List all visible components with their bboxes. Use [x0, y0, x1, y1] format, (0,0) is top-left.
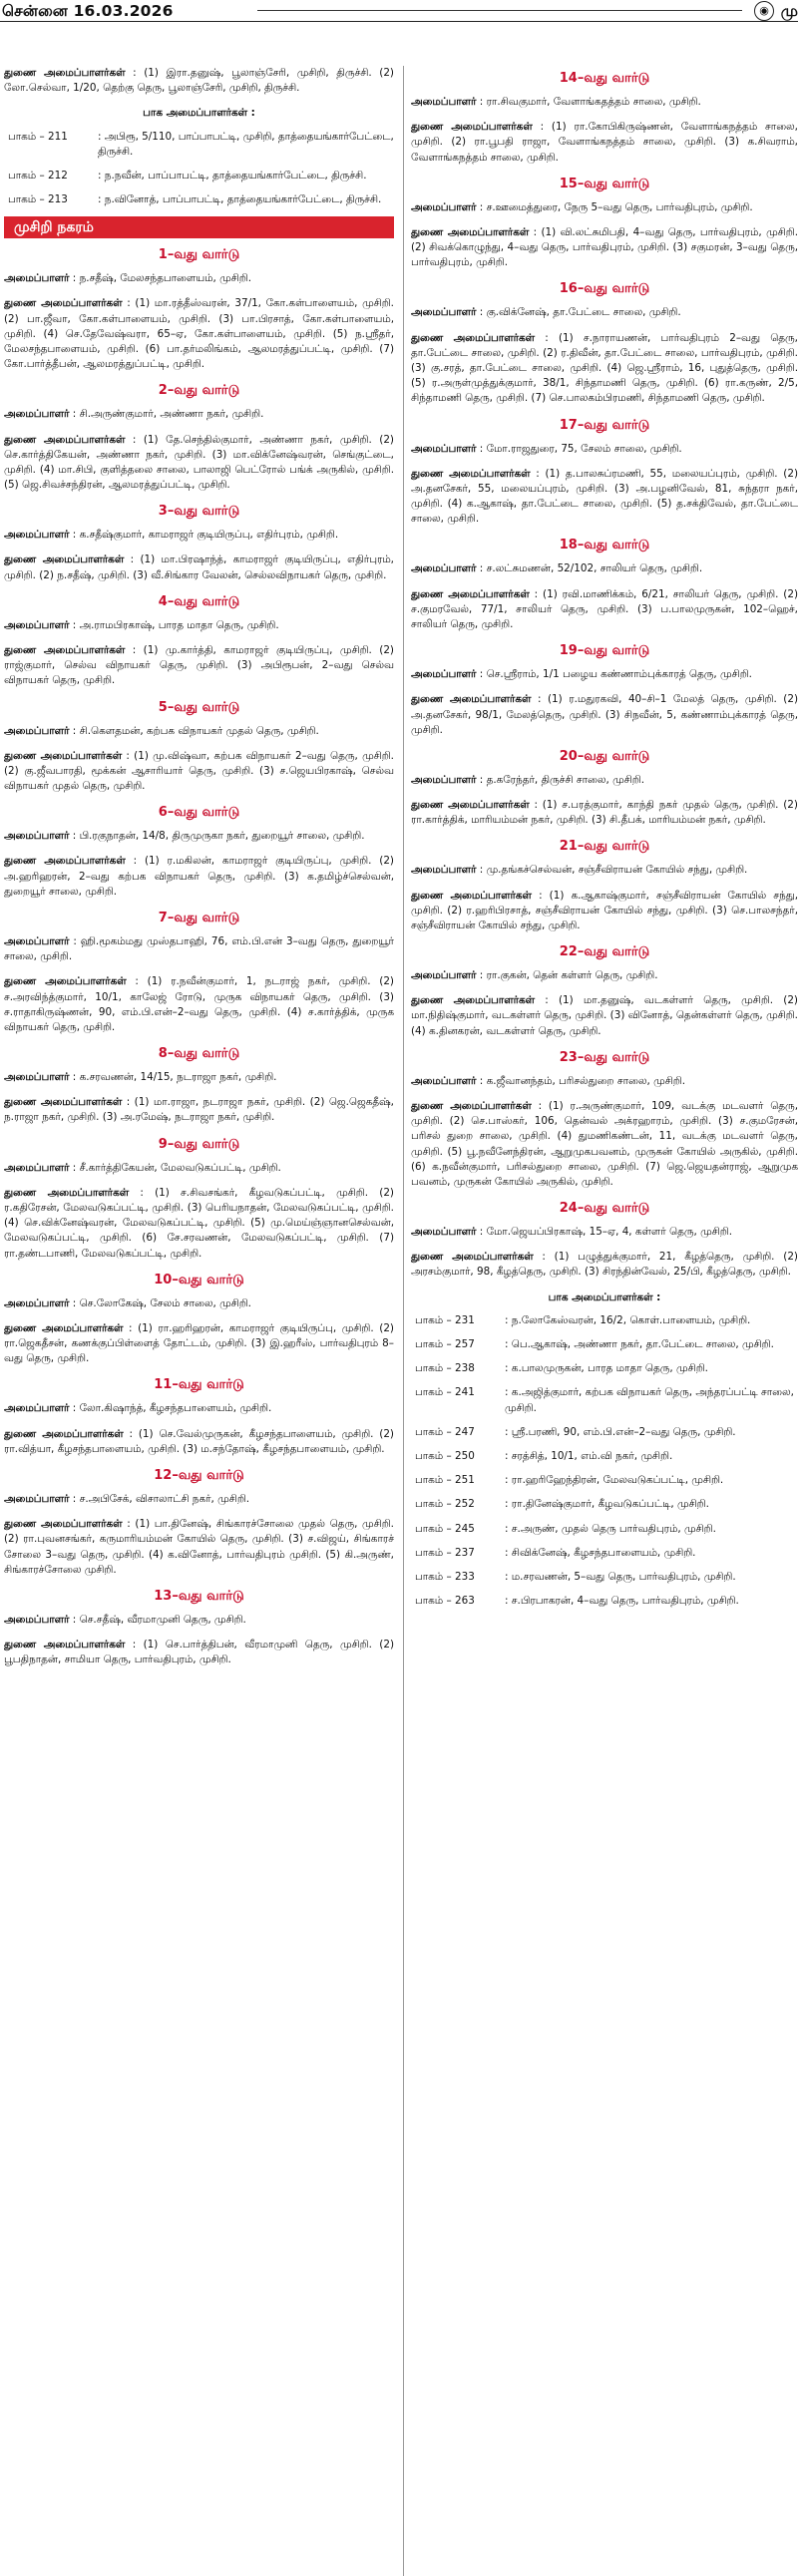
- deputy-organizers-text: : (1) ர.அருண்குமார், 109, வடக்கு மடவளர் தெரு, முசிறி. (2) செ.பாஸ்கர், 106, தென்வல் அக்ரஹாரம், முசிறி. (3) ச.குமரேசன், பரிசல் துறை சாலை, முசிறி. (4) துமணிகண்டன், 11, வடக்கு மடவளர் தெரு, முசிறி. (5) பூ.நவீனேந்திரன், ஆறுமுகபவனம், முருகன் கோயில் அருகில், முசிறி. (6) க.நவீன்குமார், பரிசல்துறை சாலை, முசிறி. (7) ஜெ.ஜெயதன்ராஜ், ஆறுமுக பவனம், முருகன் கோயில் அருகில், முசிறி.: [411, 1100, 798, 1188]
- deputy-organizers-entry: [4, 854, 394, 900]
- deputy-organizers-entry: [411, 1099, 798, 1190]
- booth-organizers-heading: பாக அமைப்பாளர்கள் :: [548, 1290, 661, 1303]
- header-date: சென்னை 16.03.2026: [2, 2, 174, 20]
- booth-row: [4, 130, 394, 160]
- ward-title: 6–வது வார்டு: [158, 805, 240, 821]
- booth-organizer: : பெ.ஆகாஷ், அண்ணா நகர், தா.பேட்டை சாலை, முசிறி.: [505, 1338, 774, 1351]
- organizer-text: : அ.ராமபிரகாஷ், பாரத மாதா தெரு, முசிறி.: [72, 618, 279, 631]
- organizer-text: : ச.லட்சுமணன், 52/102, சாலியர் தெரு, முசிறி.: [479, 562, 703, 575]
- ward-title: 23–வது வார்டு: [559, 1049, 650, 1065]
- organizer-text: : க.சதீஷ்குமார், காமராஜர் குடியிருப்பு, எதிர்புரம், முசிறி.: [72, 529, 339, 542]
- booth-number: பாகம் – 211: [8, 130, 68, 143]
- organizer-text: : சி.கௌதமன், கற்பக விநாயகர் முதல் தெரு, முசிறி.: [72, 724, 319, 737]
- ward-block: [4, 246, 394, 372]
- organizer-entry: [4, 528, 394, 543]
- ward-block: [4, 1376, 394, 1457]
- deputy-organizers-text: : (1) ச.பரத்குமார், காந்தி நகர் முதல் தெரு, முசிறி. (2) ரா.கார்த்திக், மாரியம்மன் நகர், முசிறி. (3) சி.தீபக், மாரியம்மன் நகர், முசிறி.: [411, 799, 798, 827]
- deputy-organizers-label: துணை அமைப்பாளர்கள்: [411, 1251, 534, 1264]
- organizer-text: : ச.அபிசேக், விசாலாட்சி நகர், முசிறி.: [72, 1492, 250, 1505]
- ward-title: 14–வது வார்டு: [559, 71, 650, 86]
- ward-title: 17–வது வார்டு: [559, 417, 650, 433]
- deputy-organizers-text: : (1) மா.ரத்தீஸ்வரன், 37/1, கோ.கள்பாளையம், முசிறி. (2) பா.ஜீவா, கோ.கள்பாளையம், முசிறி. (3) பா.பிரசாத், கோ.கள்பாளையம், முசிறி. (4) செ.தேவேஷ்வரா, 65–ஏ, கோ.கள்பாளையம், முசிறி. (5) ந.ஸ்ரீதர், மேலசந்தபாளையம், முசிறி. (6) பா.தர்மலிங்கம், ஆலமரத்துப்பட்டி, முசிறி. (7) கோ.பார்த்தீபன், ஆலமரத்துப்பட்டி, முசிறி.: [4, 297, 394, 371]
- organizer-label: அமைப்பாளர்: [4, 1071, 70, 1084]
- deputy-organizers-text: : (1) ர.மகிலன், காமராஜர் குடியிருப்பு, முசிறி. (2) அ.ஹரிஹரன், 2–வது கற்பக விநாயகர் தெரு, முசிறி. (3) க.தமிழ்ச்செல்வன், துறையூர் சாலை, முசிறி.: [4, 855, 394, 898]
- ward-title: 16–வது வார்டு: [559, 281, 650, 297]
- column-divider: [403, 66, 404, 2576]
- ward-block: [4, 1588, 394, 1668]
- organizer-entry: [411, 95, 798, 110]
- masthead-logo-icon: ◉: [754, 1, 774, 21]
- ward-title: 18–வது வார்டு: [559, 538, 650, 553]
- organizer-label: அமைப்பாளர்: [411, 1226, 477, 1239]
- deputy-organizers-text: : (1) மா.தனுஷ், வடகள்ளர் தெரு, முசிறி. (2) மா.நிதிஷ்குமார், வடகள்ளர் தெரு, முசிறி. (3) வினோத், தென்கள்ளர் தெரு, முசிறி. (4) க.தினகரன், வடகள்ளர் தெரு, முசிறி.: [411, 994, 798, 1037]
- booth-organizer: : ச.பிரபாகரன், 4–வது தெரு, பார்வதிபுரம், முசிறி.: [505, 1595, 739, 1608]
- deputy-organizers-label: துணை அமைப்பாளர்கள்: [4, 433, 126, 446]
- booth-organizer: : க.பாலமுருகன், பாரத மாதா தெரு, முசிறி.: [505, 1362, 708, 1375]
- deputy-organizers-text: : (1) ர.மதுரகவி, 40–சி–1 மேலத் தெரு, முசிறி. (2) அ.தனசேகர், 98/1, மேலத்தெரு, முசிறி. (3) சிநவீன், 5, கண்ணாம்புக்காரத் தெரு, முசிறி.: [411, 693, 798, 736]
- booth-row: [411, 1361, 798, 1376]
- deputy-organizers-entry: [411, 889, 798, 934]
- booth-organizer: : ஸ்ரீ.பரணி, 90, எம்.பி.என்–2–வது தெரு, முசிறி.: [505, 1425, 736, 1438]
- booth-row: [411, 1522, 798, 1537]
- deputy-organizers-label: துணை அமைப்பாளர்கள்: [411, 799, 530, 812]
- booth-number: பாகம் – 251: [415, 1474, 475, 1487]
- deputy-organizers-text: : (1) ரவி.மாணிக்கம், 6/21, சாலியர் தெரு, முசிறி. (2) ச.குமரவேல், 77/1, சாலியர் தெரு, முசிறி. (3) ப.பாலமுருகன், 102–ஹெச், சாலியர் தெரு, முசிறி.: [411, 587, 798, 630]
- header-edge-letter: மு: [780, 2, 798, 20]
- deputy-organizers-label: துணை அமைப்பாளர்கள்: [411, 1100, 532, 1112]
- deputy-organizers-entry: [4, 66, 394, 96]
- organizer-entry: [4, 271, 394, 286]
- organizer-entry: [4, 1492, 394, 1507]
- booth-number: பாகம் – 257: [415, 1338, 475, 1351]
- deputy-organizers-entry: [4, 1186, 394, 1262]
- ward-title: 9–வது வார்டு: [158, 1136, 240, 1152]
- deputy-organizers-text: : (1) செ.பார்த்திபன், வீரமாமுனி தெரு, முசிறி. (2) பூபதிநாதன், சாமியா தெரு, பார்வதிபுரம், முசிறி.: [4, 1639, 394, 1666]
- organizer-label: அமைப்பாளர்: [4, 1296, 70, 1309]
- organizer-entry: [411, 667, 798, 682]
- deputy-organizers-label: துணை அமைப்பாளர்கள்: [411, 467, 531, 480]
- booth-number: பாகம் – 263: [415, 1595, 475, 1608]
- booth-row: [411, 1497, 798, 1512]
- ward-block: [411, 1049, 798, 1190]
- organizer-label: அமைப்பாளர்: [411, 1074, 477, 1087]
- organizer-entry: [4, 1296, 394, 1311]
- deputy-organizers-text: : (1) ச.சிவசங்கர், கீழவடுகப்பட்டி, முசிறி. (2) ர.கதிரேசன், மேலவடுகப்பட்டி, முசிறி. (3) பெரியநாதன், மேலவடுகப்பட்டி, முசிறி. (4) செ.விக்னேஷ்வரன், மேலவடுகப்பட்டி, முசிறி. (5) மு.மெய்ஞ்ஞானசெல்வன், மேலவடுகப்பட்டி, முசிறி. (6) சே.சரவணன், மேலவடுகப்பட்டி, முசிறி. (7) ரா.தண்டபாணி, மேலவடுகப்பட்டி, முசிறி.: [4, 1186, 394, 1260]
- deputy-organizers-label: துணை அமைப்பாளர்கள்: [411, 994, 536, 1007]
- organizer-text: : ரா.குகன், தென் கள்ளர் தெரு, முசிறி.: [479, 969, 658, 982]
- booth-organizer: : ரா.தினேஷ்குமார், கீழவடுகப்பட்டி, முசிறி.: [505, 1498, 709, 1511]
- ward-block: [411, 70, 798, 166]
- organizer-text: : செ.ஸ்ரீராம், 1/1 பழைய கண்ணாம்புக்காரத் தெரு, முசிறி.: [479, 668, 752, 681]
- ward-title: 4–வது வார்டு: [158, 593, 240, 609]
- organizer-label: அமைப்பாளர்: [411, 864, 477, 877]
- organizer-entry: [411, 863, 798, 878]
- ward-title: 2–வது வார்டு: [158, 383, 240, 399]
- deputy-organizers-label: துணை அமைப்பாளர்கள்: [4, 1518, 123, 1531]
- booth-organizer: : சிவிக்னேஷ், கீழசந்தபாளையம், முசிறி.: [505, 1546, 696, 1559]
- booth-row: [411, 1473, 798, 1488]
- organizer-entry: [4, 1401, 394, 1416]
- ward-block: [4, 1136, 394, 1262]
- organizer-label: அமைப்பாளர்: [411, 773, 477, 786]
- ward-title: 7–வது வார்டு: [158, 911, 240, 925]
- deputy-organizers-text: : (1) பா.தினேஷ், சிங்காரச்சோலை முதல் தெரு, முசிறி. (2) ரா.புவனசங்கர், கருமாரியம்மன் கோயில் தெரு, முசிறி. (3) ச.விஜய், சிங்காரச் சோலை 3–வது தெரு, முசிறி. (4) க.வினோத், பார்வதிபுரம் முசிறி. (5) கி.அருண், சிங்காரச்சோலை முசிறி.: [4, 1518, 394, 1576]
- ward-block: [4, 1467, 394, 1578]
- organizer-text: : த.கரேந்தர், திருச்சி சாலை, முசிறி.: [479, 773, 645, 786]
- organizer-label: அமைப்பாளர்: [411, 969, 477, 982]
- organizer-label: அமைப்பாளர்: [4, 1161, 70, 1174]
- booth-row: [411, 1570, 798, 1585]
- booth-row: [411, 1385, 798, 1415]
- organizer-text: : ஹி.மூகம்மது முஸ்தபாஹி, 76, எம்.பி.என் 3–வது தெரு, துறையூர் சாலை, முசிறி.: [4, 934, 394, 963]
- deputy-organizers-label: துணை அமைப்பாளர்கள்: [4, 1427, 124, 1440]
- organizer-text: : சி.அருண்குமார், அண்ணா நகர், முசிறி.: [72, 408, 264, 421]
- booth-row: [411, 1425, 798, 1440]
- organizer-entry: [4, 407, 394, 422]
- ward-block: [411, 838, 798, 933]
- organizer-label: அமைப்பாளர்: [4, 408, 70, 421]
- deputy-organizers-entry: [4, 433, 394, 494]
- booth-number: பாகம் – 212: [8, 169, 68, 182]
- ward-block: [4, 699, 394, 795]
- deputy-organizers-label: துணை அமைப்பாளர்கள்: [411, 331, 536, 344]
- organizer-entry: [4, 724, 394, 739]
- deputy-organizers-label: துணை அமைப்பாளர்கள்: [411, 225, 530, 238]
- header-rule: [257, 10, 742, 11]
- deputy-organizers-label: துணை அமைப்பாளர்கள்: [4, 67, 126, 79]
- organizer-entry: [411, 1074, 798, 1089]
- ward-title: 11–வது வார்டு: [154, 1377, 244, 1393]
- organizer-text: : கு.விக்னேஷ், தா.பேட்டை சாலை, முசிறி.: [479, 306, 681, 319]
- ward-title: 24–வது வார்டு: [559, 1201, 650, 1217]
- organizer-entry: [4, 1070, 394, 1085]
- deputy-organizers-entry: [4, 1638, 394, 1667]
- ward-title: 1–வது வார்டு: [158, 247, 240, 263]
- deputy-organizers-text: : (1) மா.பிரஷாந்த், காமராஜர் குடியிருப்பு, எதிர்புரம், முசிறி. (2) ந.சதீஷ், முசிறி. (3) வீ.சிங்கார வேலன், செல்லவிநாயகர் தெரு, முசிறி.: [4, 553, 394, 581]
- deputy-organizers-entry: [4, 643, 394, 689]
- deputy-organizers-text: : (1) இரா.தனுஷ், பூலாஞ்சேரி, முசிறி, திருச்சி. (2) லோ.செல்வா, 1/20, தெற்கு தெரு, பூலாஞ்சேரி, முசிறி, திருச்சி.: [4, 67, 394, 95]
- section-banner: முசிறி நகரம்: [4, 216, 394, 238]
- ward-block: [4, 910, 394, 1035]
- deputy-organizers-text: : (1) மு.கார்த்தி, காமராஜர் குடியிருப்பு, முசிறி. (2) ராஜ்குமார், செல்வ விநாயகர் தெரு, முசிறி. (3) அபிரூபன், 2–வது செல்வ விநாயகர் தெரு, முசிறி.: [4, 644, 394, 687]
- deputy-organizers-label: துணை அமைப்பாளர்கள்: [4, 855, 126, 868]
- booth-number: பாகம் – 213: [8, 193, 68, 206]
- deputy-organizers-entry: [4, 974, 394, 1035]
- organizer-label: அமைப்பாளர்: [4, 934, 70, 947]
- booth-number: பாகம் – 247: [415, 1425, 475, 1438]
- deputy-organizers-entry: [4, 749, 394, 795]
- deputy-organizers-text: : (1) ரா.கோபிகிருஷ்ணன், வேளாங்கநத்தம் சாலை, முசிறி. (2) ரா.பூபதி ராஜா, வேளாங்கநத்தம் சாலை, முசிறி. (3) க.சிவராம், வேளாங்கநத்தம் சாலை, முசிறி.: [411, 121, 798, 164]
- organizer-text: : மு.தங்கச்செல்வன், சஞ்சீவிராயன் கோயில் சந்து, முசிறி.: [479, 864, 748, 877]
- ward-block: [4, 804, 394, 900]
- booth-organizer: : ந.வினோத், பாப்பாபட்டி, தாத்தையங்கார்பேட்டை, திருச்சி.: [98, 193, 382, 206]
- ward-title: 19–வது வார்டு: [559, 643, 650, 659]
- booth-organizer: : சரத்சித், 10/1, எம்.வி நகர், முசிறி.: [505, 1449, 673, 1462]
- organizer-entry: [411, 1225, 798, 1240]
- deputy-organizers-label: துணை அமைப்பாளர்கள்: [4, 749, 123, 762]
- organizer-label: அமைப்பாளர்: [4, 618, 70, 631]
- booth-number: பாகம் – 252: [415, 1498, 475, 1511]
- organizer-label: அமைப்பாளர்: [4, 724, 70, 737]
- ward-title: 3–வது வார்டு: [158, 504, 240, 520]
- organizer-entry: [4, 1161, 394, 1176]
- organizer-text: : செ.சதீஷ், வீரமாமுனி தெரு, முசிறி.: [72, 1613, 246, 1626]
- organizer-text: : க.சரவணன், 14/15, நடராஜா நகர், முசிறி.: [72, 1071, 277, 1084]
- booth-list: [4, 130, 394, 208]
- ward-title: 8–வது வார்டு: [158, 1046, 240, 1062]
- deputy-organizers-entry: [411, 692, 798, 738]
- booth-organizer: : அபிரூ, 5/110, பாப்பாபட்டி, முசிறி, தாத்தையங்கார்பேட்டை, திருச்சி.: [98, 130, 394, 158]
- organizer-text: : ச.ஊமைத்துரை, நேரு 5–வது தெரு, பார்வதிபுரம், முசிறி.: [479, 200, 753, 213]
- ward-block: [411, 748, 798, 829]
- ward-block: [411, 176, 798, 271]
- ward-block: [411, 280, 798, 406]
- booth-row: [4, 192, 394, 207]
- booth-number: பாகம் – 245: [415, 1522, 475, 1535]
- organizer-label: அமைப்பாளர்: [411, 95, 477, 108]
- deputy-organizers-label: துணை அமைப்பாளர்கள்: [411, 121, 533, 134]
- organizer-text: : மோ.ஜெயப்பிரகாஷ், 15–ஏ, 4, கள்ளர் தெரு, முசிறி.: [479, 1226, 733, 1239]
- deputy-organizers-text: : (1) த.பாலசுப்ரமணி, 55, மலையப்புரம், முசிறி. (2) அ.தனசேகர், 55, மலையப்புரம், முசிறி. (3) அ.பழனிவேல், 81, சுந்தரா நகர், முசிறி. (4) க.ஆகாஷ், தா.பேட்டை சாலை, முசிறி. (5) த.சக்திவேல், தா.பேட்டை சாலை, முசிறி.: [411, 467, 798, 526]
- left-column: [4, 66, 394, 2576]
- organizer-text: : சீ.கார்த்திகேயன், மேலவடுகப்பட்டி, முசிறி.: [72, 1161, 281, 1174]
- ward-block: [411, 1200, 798, 1281]
- deputy-organizers-label: துணை அமைப்பாளர்கள்: [4, 1096, 123, 1109]
- ward-block: [411, 537, 798, 632]
- booth-row: [411, 1449, 798, 1464]
- deputy-organizers-entry: [4, 1517, 394, 1578]
- organizer-label: அமைப்பாளர்: [4, 1613, 70, 1626]
- deputy-organizers-label: துணை அமைப்பாளர்கள்: [4, 297, 123, 310]
- booth-list: [411, 1313, 798, 1609]
- organizer-entry: [411, 773, 798, 788]
- ward-title: 21–வது வார்டு: [559, 839, 650, 855]
- organizer-text: : ந.சதீஷ், மேலசந்தபாளையம், முசிறி.: [72, 272, 252, 285]
- organizer-entry: [411, 561, 798, 576]
- deputy-organizers-text: : (1) மு.விஷ்வா, கற்பக விநாயகர் 2–வது தெரு, முசிறி. (2) கு.ஜீவபாரதி, மூக்கன் ஆசாரியார் தெரு, முசிறி. (3) ச.ஜெயபிரகாஷ், செல்வ விநாயகர் முதல் தெரு, முசிறி.: [4, 749, 394, 793]
- organizer-label: அமைப்பாளர்: [411, 200, 477, 213]
- booth-row: [411, 1337, 798, 1352]
- right-column: [411, 66, 798, 2576]
- organizer-entry: [411, 442, 798, 457]
- organizer-label: அமைப்பாளர்: [411, 306, 477, 319]
- ward-block: [4, 1045, 394, 1126]
- booth-number: பாகம் – 233: [415, 1570, 475, 1583]
- organizer-label: அமைப்பாளர்: [4, 830, 70, 843]
- deputy-organizers-text: : (1) ரா.ஹரிஹரன், காமராஜர் குடியிருப்பு, முசிறி. (2) ரா.ஜெகதீசன், கணக்குப்பிள்ளைத் தோட்டம், முசிறி. (3) இ.ஹரீஸ், பார்வதிபுரம் 8–வது தெரு, முசிறி.: [4, 1321, 394, 1365]
- deputy-organizers-entry: [411, 331, 798, 407]
- booth-row: [411, 1594, 798, 1609]
- booth-organizer: : க.அஜித்குமார், கற்பக விநாயகர் தெரு, அந்தரப்பட்டி சாலை, முசிறி.: [505, 1386, 794, 1414]
- organizer-text: : பி.ரகுநாதன், 14/8, திருமுருகா நகர், துறையூர் சாலை, முசிறி.: [72, 830, 365, 843]
- organizer-entry: [411, 968, 798, 983]
- deputy-organizers-entry: [411, 1250, 798, 1280]
- organizer-entry: [4, 1613, 394, 1628]
- booth-organizer: : ச.அருண், முதல் தெரு பார்வதிபுரம், முசிறி.: [505, 1522, 716, 1535]
- deputy-organizers-text: : (1) செ.வேல்முருகன், கீழசந்தபாளையம், முசிறி. (2) ரா.வித்யா, கீழசந்தபாளையம், முசிறி. (3) ம.சந்தோஷ், கீழசந்தபாளையம், முசிறி.: [4, 1427, 394, 1455]
- ward-title: 20–வது வார்டு: [559, 748, 650, 764]
- organizer-label: அமைப்பாளர்: [411, 442, 477, 455]
- deputy-organizers-entry: [4, 296, 394, 372]
- ward-block: [411, 417, 798, 528]
- organizer-entry: [411, 305, 798, 320]
- organizer-text: : செ.லோகேஷ், சேலம் சாலை, முசிறி.: [72, 1296, 251, 1309]
- ward-block: [4, 593, 394, 689]
- deputy-organizers-label: துணை அமைப்பாளர்கள்: [411, 587, 530, 600]
- booth-organizer: : ரா.ஹரிஹேந்திரன், மேலவடுகப்பட்டி, முசிறி.: [505, 1474, 724, 1487]
- booth-number: பாகம் – 231: [415, 1313, 475, 1326]
- organizer-entry: [4, 829, 394, 844]
- booth-organizers-heading: பாக அமைப்பாளர்கள் :: [143, 107, 255, 120]
- booth-number: பாகம் – 238: [415, 1362, 475, 1375]
- organizer-text: : மோ.ராஜதுரை, 75, சேலம் சாலை, முசிறி.: [479, 442, 682, 455]
- booth-organizer: : ந.நவீன், பாப்பாபட்டி, தாத்தையங்கார்பேட்டை, திருச்சி.: [98, 169, 367, 182]
- deputy-organizers-text: : (1) வி.லட்சுமிபதி, 4–வது தெரு, பார்வதிபுரம், முசிறி. (2) சிவக்கொழுந்து, 4–வது தெரு, பார்வதிபுரம், முசிறி. (3) சகுமரன், 3–வது தெரு, பார்வதிபுரம், முசிறி.: [411, 225, 798, 269]
- booth-row: [411, 1546, 798, 1561]
- deputy-organizers-entry: [411, 798, 798, 828]
- deputy-organizers-entry: [411, 993, 798, 1039]
- organizer-label: அமைப்பாளர்: [411, 562, 477, 575]
- ward-block: [411, 943, 798, 1039]
- organizer-label: அமைப்பாளர்: [4, 529, 70, 542]
- booth-organizer: : ம.சரவணன், 5–வது தெரு, பார்வதிபுரம், முசிறி.: [505, 1570, 736, 1583]
- deputy-organizers-entry: [411, 225, 798, 271]
- booth-organizer: : ந.லோகேஸ்வரன், 16/2, கொள்.பாளையம், முசிறி.: [505, 1313, 751, 1326]
- deputy-organizers-entry: [4, 1095, 394, 1125]
- deputy-organizers-entry: [4, 1427, 394, 1457]
- booth-row: [411, 1313, 798, 1328]
- organizer-label: அமைப்பாளர்: [411, 668, 477, 681]
- deputy-organizers-entry: [4, 1321, 394, 1367]
- ward-title: 12–வது வார்டு: [154, 1467, 244, 1483]
- deputy-organizers-entry: [411, 467, 798, 528]
- organizer-label: அமைப்பாளர்: [4, 272, 70, 285]
- deputy-organizers-label: துணை அமைப்பாளர்கள்: [4, 644, 126, 656]
- deputy-organizers-text: : (1) க.ஆகாஷ்குமார், சஞ்சீவிராயன் கோயில் சந்து, முசிறி. (2) ர.ஹரிபிரசாத், சஞ்சீவிராயன் கோயில் சந்து, முசிறி. (3) செ.பாலசந்தர், சஞ்சீவிராயன் கோயில் சந்து, முசிறி.: [411, 889, 798, 931]
- deputy-organizers-entry: [411, 587, 798, 633]
- organizer-label: அமைப்பாளர்: [4, 1402, 70, 1415]
- deputy-organizers-text: : (1) ர.நவீன்குமார், 1, நடராஜ் நகர், முசிறி. (2) ச.அரவிந்த்குமார், 10/1, காலேஜ் ரோடு, முருக விநாயகர் தெரு, முசிறி. (3) ச.ராதாகிருஷ்ணன், 90, எம்.பி.என்–2–வது தெரு, முசிறி. (4) ச.கார்த்திக், முருக விநாயகர் தெரு, முசிறி.: [4, 975, 394, 1033]
- ward-title: 15–வது வார்டு: [559, 176, 650, 191]
- ward-title: 10–வது வார்டு: [154, 1272, 244, 1288]
- deputy-organizers-entry: [4, 552, 394, 582]
- ward-title: 22–வது வார்டு: [559, 944, 650, 960]
- deputy-organizers-label: துணை அமைப்பாளர்கள்: [4, 553, 125, 566]
- ward-block: [411, 642, 798, 738]
- organizer-text: : லோ.கிஷாந்த், கீழசந்தபாளையம், முசிறி.: [72, 1402, 272, 1415]
- ward-block: [4, 382, 394, 493]
- organizer-entry: [4, 934, 394, 964]
- deputy-organizers-entry: [411, 120, 798, 166]
- deputy-organizers-text: : (1) ச.நாராயணன், பார்வதிபுரம் 2–வது தெரு, தா.பேட்டை சாலை, முசிறி. (2) ர.திவீன், தா.பேட்டை சாலை, பார்வதிபுரம், முசிறி. (3) கு.சரத், தா.பேட்டை சாலை, முசிறி. (4) ஜெ.ஸ்ரீராம், 16, புதுத்தெரு, முசிறி. (5) ர.அருள்முத்துக்குமார், 38/1, சிந்தாமணி தெரு, முசிறி. (6) ரா.கருண், 2/5, சிந்தாமணி தெரு, முசிறி. (7) செ.பாலகம்பிரமணி, சிந்தாமணி தெரு, முசிறி.: [411, 331, 798, 405]
- organizer-label: அமைப்பாளர்: [4, 1492, 70, 1505]
- booth-number: பாகம் – 241: [415, 1386, 475, 1399]
- ward-block: [4, 1272, 394, 1367]
- deputy-organizers-label: துணை அமைப்பாளர்கள்: [4, 1321, 124, 1334]
- ward-title: 5–வது வார்டு: [158, 699, 240, 715]
- booth-number: பாகம் – 250: [415, 1449, 475, 1462]
- ward-title: 13–வது வார்டு: [154, 1588, 244, 1604]
- ward-block: [4, 503, 394, 583]
- organizer-text: : ரா.சிவகுமார், வேளாங்கதத்தம் சாலை, முசிறி.: [479, 95, 701, 108]
- organizer-entry: [411, 200, 798, 215]
- deputy-organizers-label: துணை அமைப்பாளர்கள்: [411, 693, 532, 706]
- organizer-entry: [4, 618, 394, 633]
- deputy-organizers-label: துணை அமைப்பாளர்கள்: [4, 1186, 130, 1199]
- page-header: [0, 0, 798, 22]
- deputy-organizers-label: துணை அமைப்பாளர்கள்: [4, 1639, 126, 1652]
- organizer-text: : க.ஜீவானந்தம், பரிசல்துறை சாலை, முசிறி.: [479, 1074, 686, 1087]
- deputy-organizers-text: : (1) தே.செந்தில்குமார், அண்ணா நகர், முசிறி. (2) செ.கார்த்திகேயன், அண்ணா நகர், முசிறி. (3) மா.விக்னேஷ்வரன், செங்குட்டை, முசிறி. (4) மா.சிபி, குளித்தலை சாலை, பாலாஜி பெட்ரோல் பங்க் அருகில், முசிறி. (5) ஜெ.சிவச்சந்திரன், ஆலமரத்துப்பட்டி, முசிறி.: [4, 433, 394, 492]
- booth-number: பாகம் – 237: [415, 1546, 475, 1559]
- booth-row: [4, 169, 394, 184]
- deputy-organizers-label: துணை அமைப்பாளர்கள்: [411, 889, 532, 902]
- deputy-organizers-text: : (1) மா.ராஜா, நடராஜா நகர், முசிறி. (2) ஜெ.ஜெகதீஷ், ந.ராஜா நகர், முசிறி. (3) அ.ரமேஷ், நடராஜா நகர், முசிறி.: [4, 1096, 394, 1124]
- deputy-organizers-label: துணை அமைப்பாளர்கள்: [4, 975, 127, 988]
- deputy-organizers-text: : (1) பழுத்துக்குமார், 21, கீழத்தெரு, முசிறி. (2) அரசம்குமார், 98, கீழத்தெரு, முசிறி. (3) சிரந்தின்வேல், 25/பி, கீழத்தெரு, முசிறி.: [411, 1251, 798, 1279]
